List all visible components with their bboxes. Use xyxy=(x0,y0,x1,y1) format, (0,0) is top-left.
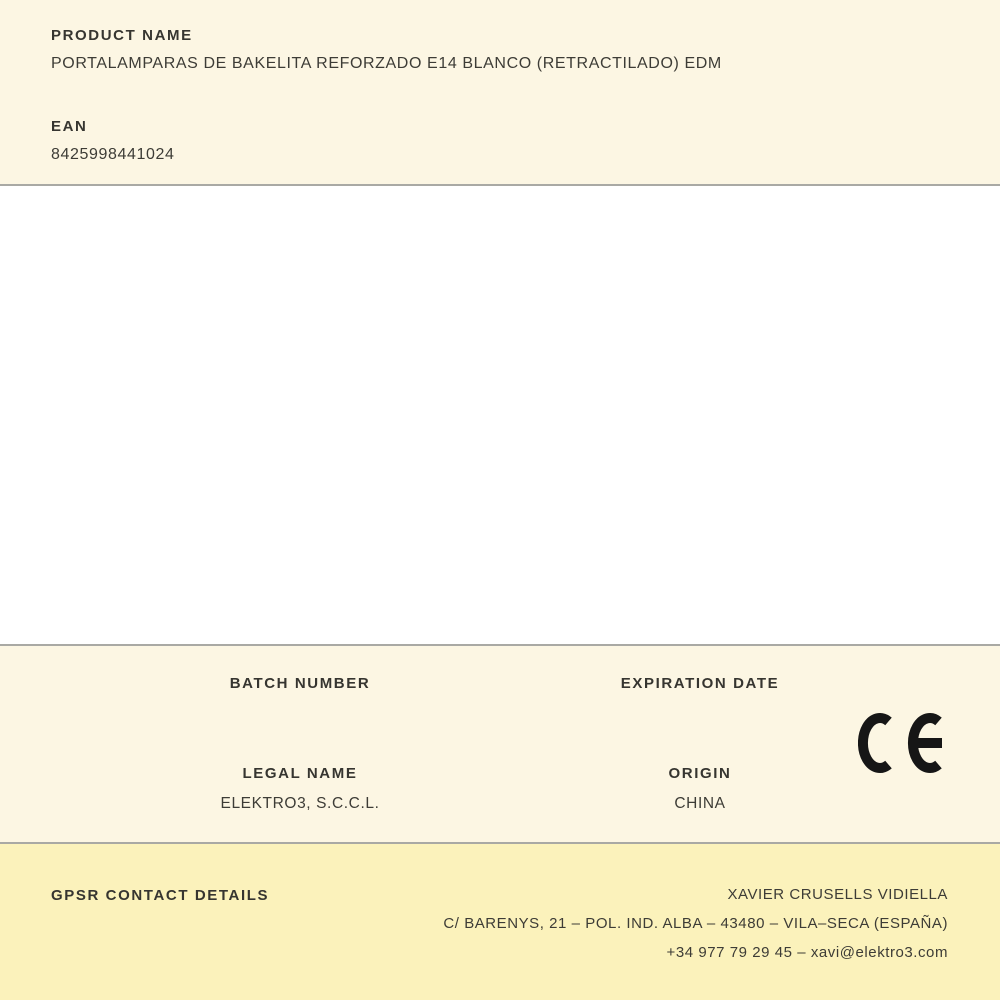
contact-address: C/ BARENYS, 21 – POL. IND. ALBA – 43480 – VILA–SECA (ESPAÑA) xyxy=(443,915,948,932)
contact-person-name: XAVIER CRUSELLS VIDIELLA xyxy=(727,886,948,903)
gpsr-contact-block xyxy=(443,880,948,967)
product-name-label: PRODUCT NAME xyxy=(51,27,193,44)
ean-label: EAN xyxy=(51,118,88,135)
product-info-section xyxy=(0,0,1000,184)
legal-name-value: ELEKTRO3, S.C.C.L. xyxy=(220,795,380,812)
origin-label: ORIGIN xyxy=(668,765,732,782)
legal-name-label: LEGAL NAME xyxy=(242,765,358,782)
expiration-date-label: EXPIRATION DATE xyxy=(620,675,780,692)
contact-phone-email: +34 977 79 29 45 – xavi@elektro3.com xyxy=(666,944,948,961)
details-section xyxy=(0,646,1000,842)
product-image-area xyxy=(0,186,1000,644)
ean-value: 8425998441024 xyxy=(51,146,175,163)
gpsr-contact-section xyxy=(0,844,1000,1000)
product-name-value: PORTALAMPARAS DE BAKELITA REFORZADO E14 BLANCO (RETRACTILADO) EDM xyxy=(51,55,722,72)
ce-mark-icon xyxy=(858,703,948,783)
gpsr-contact-label: GPSR CONTACT DETAILS xyxy=(51,887,270,904)
origin-value: CHINA xyxy=(674,795,726,812)
batch-number-label: BATCH NUMBER xyxy=(229,675,371,692)
